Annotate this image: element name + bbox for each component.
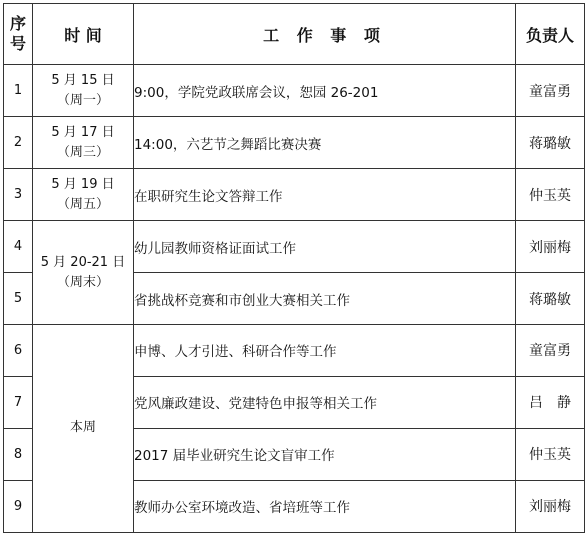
header-task: [134, 4, 516, 65]
row-task: 党风廉政建设、党建特色申报等相关工作: [134, 376, 516, 428]
table-row: [4, 324, 585, 376]
row-weekday: （周三）: [56, 144, 109, 160]
row-date: 5 月 19 日: [51, 176, 115, 192]
row-time: [33, 221, 134, 325]
row-task: 幼儿园教师资格证面试工作: [134, 221, 516, 273]
row-owner: 仲玉英: [516, 169, 585, 221]
row-number: 2: [4, 117, 33, 169]
row-time: [33, 324, 134, 532]
row-weekday: （周一）: [56, 92, 109, 108]
row-weekday: （周五）: [56, 196, 109, 212]
work-schedule-table: [3, 3, 585, 533]
row-date: 5 月 17 日: [51, 124, 115, 140]
row-task: 省挑战杯竞赛和市创业大赛相关工作: [134, 273, 516, 325]
header-serial-line1: 序: [9, 14, 26, 34]
table-row: [4, 169, 585, 221]
row-task: 9:00，学院党政联席会议，恕园 26-201: [134, 65, 516, 117]
row-weekday: （周末）: [56, 274, 109, 290]
table-row: [4, 221, 585, 273]
row-number: 9: [4, 480, 33, 532]
row-owner: 蒋璐敏: [516, 273, 585, 325]
row-period: 本周: [69, 420, 96, 436]
row-number: 5: [4, 273, 33, 325]
row-number: 7: [4, 376, 33, 428]
row-number: 3: [4, 169, 33, 221]
row-task: 申博、人才引进、科研合作等工作: [134, 324, 516, 376]
row-time: [33, 65, 134, 117]
header-task-label: 工 作 事 项: [263, 25, 386, 45]
row-time: [33, 117, 134, 169]
row-number: 8: [4, 428, 33, 480]
row-time: [33, 169, 134, 221]
row-date: 5 月 15 日: [51, 72, 115, 88]
header-time: 时 间: [33, 4, 134, 65]
row-task: 14:00，六艺节之舞蹈比赛决赛: [134, 117, 516, 169]
row-task: 教师办公室环境改造、省培班等工作: [134, 480, 516, 532]
table-header-row: [4, 4, 585, 65]
row-owner: 吕 静: [516, 376, 585, 428]
table-row: [4, 65, 585, 117]
row-owner: 童富勇: [516, 324, 585, 376]
row-owner: 刘丽梅: [516, 221, 585, 273]
row-date: 5 月 20-21 日: [40, 254, 126, 270]
row-number: 1: [4, 65, 33, 117]
row-task: 2017 届毕业研究生论文盲审工作: [134, 428, 516, 480]
row-number: 6: [4, 324, 33, 376]
row-owner: 仲玉英: [516, 428, 585, 480]
header-serial-line2: 号: [9, 34, 26, 54]
row-number: 4: [4, 221, 33, 273]
table-row: [4, 117, 585, 169]
header-serial-number: [4, 4, 33, 65]
row-owner: 蒋璐敏: [516, 117, 585, 169]
row-owner: 童富勇: [516, 65, 585, 117]
row-task: 在职研究生论文答辩工作: [134, 169, 516, 221]
header-owner: 负责人: [516, 4, 585, 65]
row-owner: 刘丽梅: [516, 480, 585, 532]
